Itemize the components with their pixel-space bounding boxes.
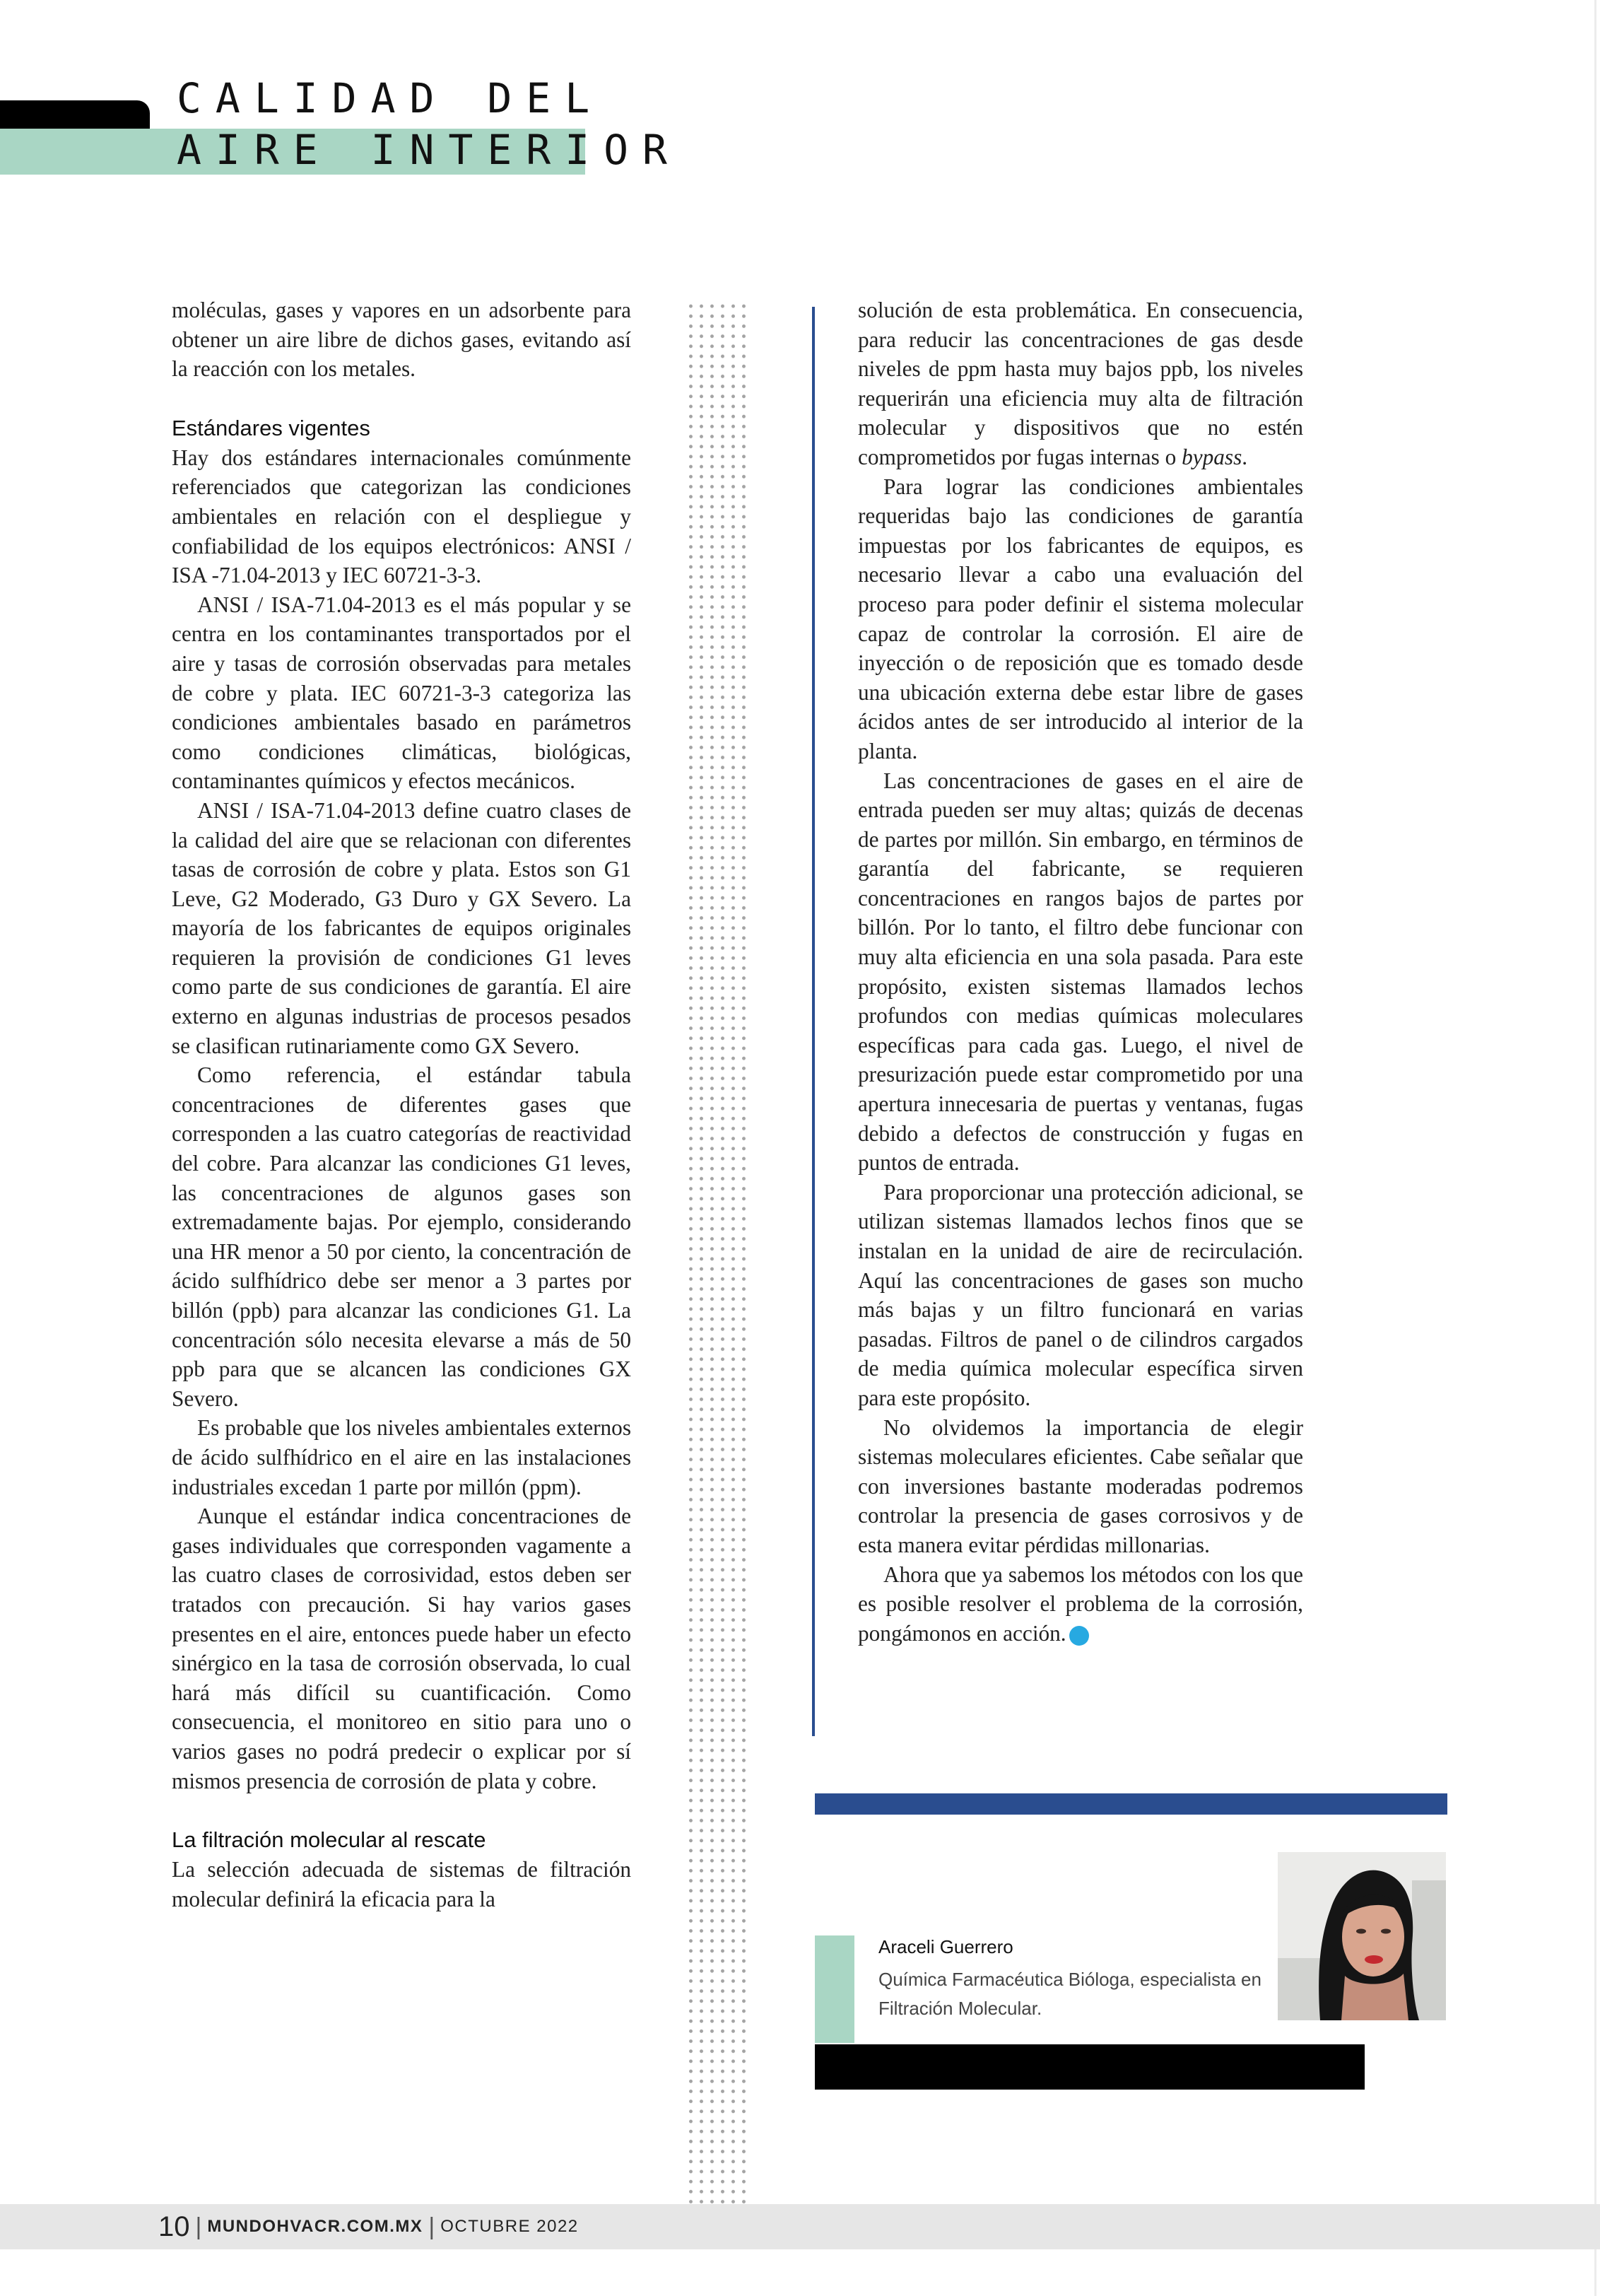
author-role: Química Farmacéutica Bióloga, especialista en Filtración Molecular.	[878, 1969, 1261, 2019]
paragraph: Como referencia, el estándar tabula concentraciones de diferentes gases que corresponden a las cuatro categorías de reactividad del cobre. Para alcanzar las condiciones G1 leves, las concentraciones de algunos gases son extremadamente bajas. Por ejemplo, considerando una HR menor a 50 por ciento, la concentración de ácido sulfhídrico debe ser menor a 3 partes por billón (ppb) para alcanzar las condiciones G1. La concentración sólo necesita elevarse a más de 50 ppb para que se alcancen las condiciones GX Severo.	[172, 1062, 631, 1411]
paragraph: Para proporcionar una protección adicional, se utilizan sistemas llamados lechos finos que se instalan en la unidad de aire de recirculación. Aquí las concentraciones de gases son mucho más bajas y un filtro funcionará en varias pasadas. Filtros de panel o de cilindros cargados de media química molecular específica sirven para este propósito.	[858, 1179, 1303, 1410]
blue-vertical-rule	[812, 307, 815, 1736]
page-edge-line	[1594, 0, 1596, 2296]
paragraph: Es probable que los niveles ambientales externos de ácido sulfhídrico en el aire en las instalaciones industriales excedan 1 parte por millón (ppm).	[172, 1415, 631, 1499]
footer-separator: |	[428, 2213, 435, 2240]
paragraph: ANSI / ISA-71.04-2013 define cuatro clases de la calidad del aire que se relacionan con diferentes tasas de corrosión de cobre y plata. Estos son G1 Leve, G2 Moderado, G3 Duro y GX Severo. La mayoría de los fabricantes de equipos originales requieren la provisión de condiciones G1 leves como parte de sus condiciones de garantía. El aire externo en algunas industrias de procesos pesados se clasifican rutinariamente como GX Severo.	[172, 797, 631, 1058]
author-top-bar	[815, 1793, 1447, 1815]
italic-term: bypass	[1182, 444, 1242, 469]
paragraph: Ahora que ya sabemos los métodos con los que es posible resolver el problema de la corrosión, pongámonos en acción. ◗	[858, 1562, 1303, 1646]
header-black-tab	[0, 100, 150, 129]
paragraph: Aunque el estándar indica concentraciones de gases individuales que corresponden vagamente a las cuatro clases de corrosividad, estos deben ser tratados con precaución. Si hay varios gases presentes en el aire, entonces puede haber un efecto sinérgico en la tasa de corrosión observada, lo cual hará más difícil su cuantificación. Como consecuencia, el monitoreo en sitio para uno o varios gases no podrá predecir o explicar por sí mismos presencia de corrosión de plata y cobre.	[172, 1504, 631, 1793]
paragraph: Para lograr las condiciones ambientales requeridas bajo las condiciones de garantía impuestas por los fabricantes de equipos, es necesario llevar a cabo una evaluación del proceso para poder definir el sistema molecular capaz de controlar la corrosión. El aire de inyección o de reposición que es tomado desde una ubicación externa debe estar libre de gases ácidos antes de ser introducido al interior de la planta.	[858, 474, 1303, 763]
subheading-estandares: Estándares vigentes	[172, 415, 370, 440]
paragraph: No olvidemos la importancia de elegir sistemas moleculares eficientes. Cabe señalar que con inversiones bastante moderadas podremos controlar la presencia de gases corrosivos y de esta manera evitar pérdidas millonarias.	[858, 1414, 1303, 1557]
section-title-line1: CALIDAD DEL	[177, 74, 604, 122]
paragraph: Las concentraciones de gases en el aire de entrada pueden ser muy altas; quizás de decenas de partes por millón. Sin embargo, en términos de garantía del fabricante, se requieren concentraciones en rangos bajos de partes por billón. Por lo tanto, el filtro debe funcionar con muy alta eficiencia en una sola pasada. Para este propósito, existen sistemas llamados lechos profundos con medias químicas moleculares específicas para cada gas. Luego, el nivel de presurización puede estar comprometido por una apertura innecesaria de puertas y ventanas, fugas debido a defectos de construcción y fugas en puntos de entrada.	[858, 768, 1303, 1176]
footer-separator: |	[195, 2213, 202, 2240]
page-number: 10	[158, 2211, 190, 2242]
author-bottom-bar	[815, 2044, 1365, 2090]
article-column-left	[172, 295, 631, 1914]
section-title-line2: AIRE INTERIOR	[177, 126, 681, 174]
paragraph: solución de esta problemática. En consecuencia, para reducir las concentraciones de gas desde niveles de ppm hasta muy bajos ppb, los niveles requerirán una eficiencia muy alta de filtración molecular y dispositivos que no estén comprometidos por fugas internas o bypass.	[858, 298, 1303, 469]
paragraph: ANSI / ISA-71.04-2013 es el más popular y se centra en los contaminantes transportados por el aire y tasas de corrosión observadas para metales de cobre y plata. IEC 60721-3-3 categoriza las condiciones ambientales basado en parámetros como condiciones climáticas, biológicas, contaminantes químicos y efectos mecánicos.	[172, 592, 631, 794]
subheading-filtracion: La filtración molecular al rescate	[172, 1827, 486, 1853]
footer-site-link[interactable]: MUNDOHVACR.COM.MX	[207, 2217, 423, 2236]
author-mint-accent	[815, 1935, 854, 2043]
paragraph: La selección adecuada de sistemas de filtración molecular definirá la eficacia para la	[172, 1857, 631, 1911]
footer-date: OCTUBRE 2022	[440, 2217, 579, 2236]
footer	[158, 2210, 579, 2243]
paragraph: moléculas, gases y vapores en un adsorbente para obtener un aire libre de dichos gases, evitando así la reacción con los metales.	[172, 298, 631, 382]
end-of-article-icon: ◗	[1069, 1626, 1089, 1646]
article-column-right	[858, 295, 1303, 1648]
paragraph: Hay dos estándares internacionales comúnmente referenciados que categorizan las condiciones ambientales en relación con el despliegue y confiabilidad de los equipos electrónicos: ANSI / ISA -71.04-2013 y IEC 60721-3-3.	[172, 445, 631, 588]
dotted-column-divider	[686, 301, 749, 2204]
author-name: Araceli Guerrero	[878, 1936, 1013, 1957]
author-photo	[1278, 1852, 1446, 2020]
